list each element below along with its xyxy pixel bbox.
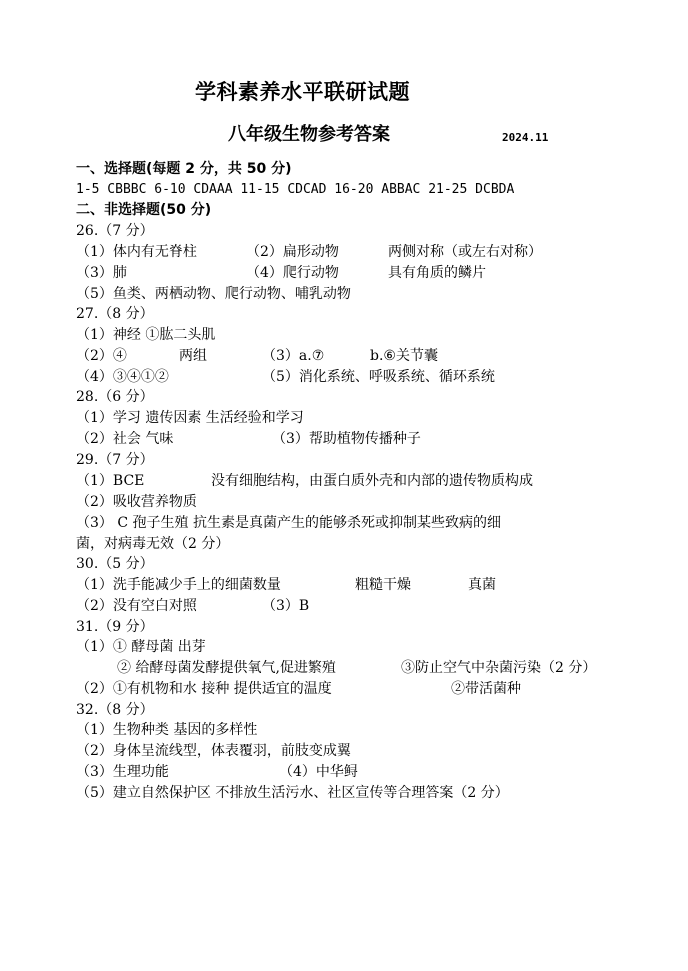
q32-line3-part1: （3）生理功能 (76, 764, 169, 780)
q26-line2-part3: 具有角质的鳞片 (388, 265, 486, 281)
q29-heading: 29.（7 分） (76, 452, 154, 468)
q27-line2-part2: 两组 (179, 348, 207, 364)
q26-line1-part2: （2）扁形动物 (246, 244, 339, 260)
q32-line4: （5）建立自然保护区 不排放生活污水、社区宣传等合理答案（2 分） (76, 785, 509, 801)
q30-line2-part2: （3）B (262, 598, 310, 614)
q27-line2-part1: （2）④ (76, 348, 127, 364)
q28-heading: 28.（6 分） (76, 389, 154, 405)
q30-line1-part3: 真菌 (468, 577, 496, 593)
q32-heading: 32.（8 分） (76, 702, 154, 718)
q31-line1: （1）① 酵母菌 出芽 (76, 639, 206, 655)
page-title: 学科素养水平联研试题 (195, 80, 410, 104)
q27-heading: 27.（8 分） (76, 306, 154, 322)
q31-line3-part2: ②带活菌种 (451, 681, 521, 697)
q31-line2-part2: ③防止空气中杂菌污染（2 分） (401, 660, 597, 676)
q26-line3: （5）鱼类、两栖动物、爬行动物、哺乳动物 (76, 286, 351, 302)
q30-heading: 30.（5 分） (76, 556, 154, 572)
q29-line3: （3） C 孢子生殖 抗生素是真菌产生的能够杀死或抑制某些致病的细 (76, 515, 501, 531)
q32-line1: （1）生物种类 基因的多样性 (76, 722, 258, 738)
q28-line2-part2: （3）帮助植物传播种子 (272, 431, 421, 447)
q29-line1-part1: （1）BCE (76, 473, 145, 489)
q31-line3-part1: （2）①有机物和水 接种 提供适宜的温度 (76, 681, 332, 697)
multiple-choice-answers: 1-5 CBBBC 6-10 CDAAA 11-15 CDCAD 16-20 ABBAC 21-25 DCBDA (76, 182, 515, 197)
q32-line3-part2: （4）中华鲟 (279, 764, 358, 780)
q26-line1-part3: 两侧对称（或左右对称） (388, 244, 542, 260)
q27-line1: （1）神经 ①肱二头肌 (76, 327, 216, 343)
q29-line2: （2）吸收营养物质 (76, 494, 197, 510)
q26-line1-part1: （1）体内有无脊柱 (76, 244, 197, 260)
date-label: 2024.11 (502, 131, 549, 144)
q29-line4: 菌，对病毒无效（2 分） (76, 536, 230, 552)
q27-line2-part3: （3）a.⑦ (262, 348, 325, 364)
q28-line2-part1: （2）社会 气味 (76, 431, 174, 447)
q32-line2: （2）身体呈流线型，体表覆羽，前肢变成翼 (76, 743, 351, 759)
q26-line2-part2: （4）爬行动物 (246, 265, 339, 281)
q29-line1-part2: 没有细胞结构，由蛋白质外壳和内部的遗传物质构成 (211, 473, 533, 489)
q30-line2-part1: （2）没有空白对照 (76, 598, 197, 614)
q30-line1-part2: 粗糙干燥 (355, 577, 411, 593)
q27-line2-part4: b.⑥关节囊 (370, 348, 438, 364)
section2-heading: 二、非选择题(50 分) (76, 202, 212, 218)
q27-line3-part1: （4）③④①② (76, 369, 169, 385)
q26-heading: 26.（7 分） (76, 223, 154, 239)
section1-heading: 一、选择题(每题 2 分，共 50 分) (76, 161, 292, 177)
q26-line2-part1: （3）肺 (76, 265, 127, 281)
q28-line1: （1）学习 遗传因素 生活经验和学习 (76, 410, 304, 426)
page-subtitle: 八年级生物参考答案 (228, 124, 390, 145)
q31-heading: 31.（9 分） (76, 619, 154, 635)
q31-line2-part1: ② 给酵母菌发酵提供氧气,促进繁殖 (117, 660, 336, 676)
q30-line1-part1: （1）洗手能减少手上的细菌数量 (76, 577, 281, 593)
q27-line3-part2: （5）消化系统、呼吸系统、循环系统 (262, 369, 495, 385)
